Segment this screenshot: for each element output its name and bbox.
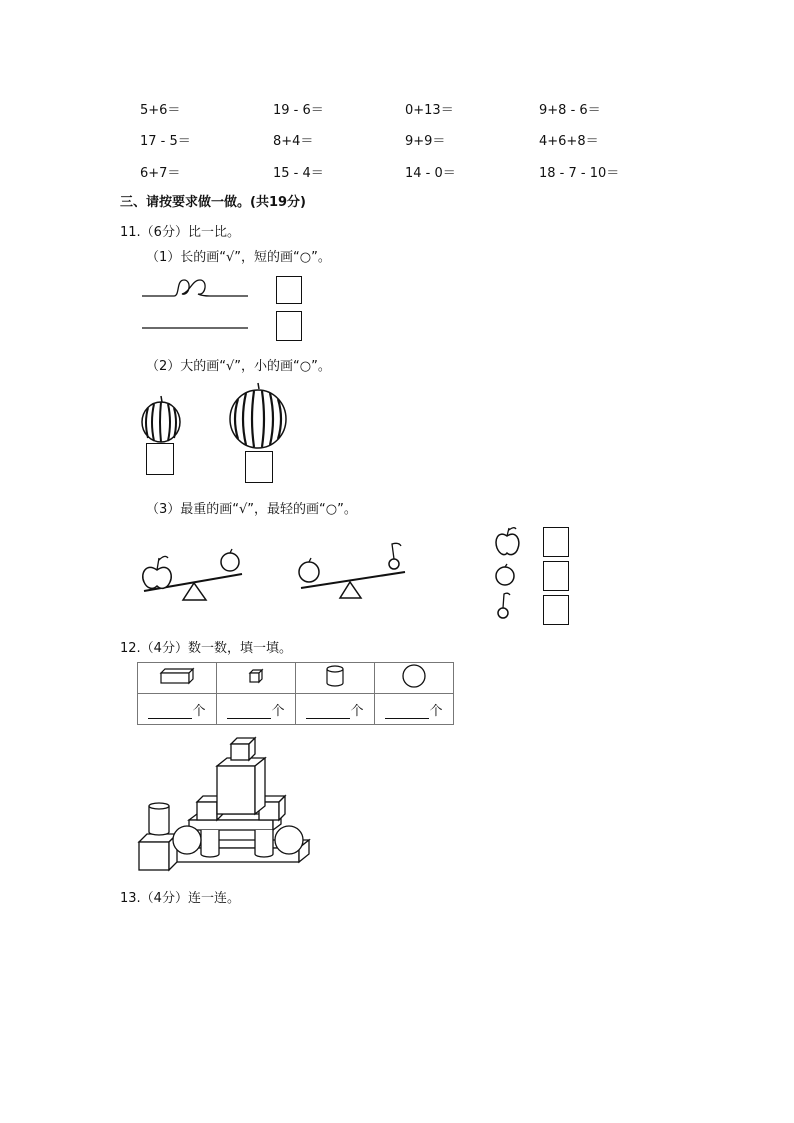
block-building-figure [135, 736, 313, 874]
orange-icon [494, 564, 518, 588]
long-line-with-loops [142, 280, 248, 296]
section-title: 三、请按要求做一做。(共19分) [120, 195, 306, 210]
shape-cell [217, 663, 296, 694]
q11-sub1: （1）长的画“√”，短的画“○”。 [146, 250, 331, 265]
fulcrum-icon [183, 583, 206, 600]
equation: 14 - 0＝ [405, 166, 456, 181]
count-blank[interactable] [148, 704, 192, 719]
equation: 6+7＝ [140, 166, 181, 181]
question-13-title: 13.（4分）连一连。 [120, 891, 240, 906]
count-blank[interactable] [227, 704, 271, 719]
cuboid-icon [159, 667, 195, 685]
small-watermelon-icon [140, 396, 182, 444]
equation: 9+8 - 6＝ [539, 103, 601, 118]
cylinder-icon [325, 665, 345, 687]
answer-box[interactable] [245, 451, 273, 483]
fulcrum-icon [340, 582, 361, 598]
shape-cell [296, 663, 375, 694]
count-cell [296, 694, 375, 725]
apple-icon [494, 526, 522, 558]
shape-count-table [137, 662, 454, 725]
count-blank[interactable] [306, 704, 350, 719]
large-watermelon-icon [228, 383, 288, 449]
equation: 17 - 5＝ [140, 134, 191, 149]
answer-box[interactable] [276, 276, 302, 304]
cherry-icon [389, 543, 401, 569]
seesaw-apple-orange [138, 548, 248, 604]
equation: 19 - 6＝ [273, 103, 324, 118]
answer-box[interactable] [276, 311, 302, 341]
seesaw-orange-cherry [295, 540, 410, 602]
answer-box[interactable] [543, 595, 569, 625]
answer-box[interactable] [543, 561, 569, 591]
answer-box[interactable] [543, 527, 569, 557]
count-cell [138, 694, 217, 725]
equation: 5+6＝ [140, 103, 181, 118]
orange-icon [221, 549, 239, 571]
cube-icon [248, 668, 264, 684]
q11-sub2: （2）大的画“√”，小的画“○”。 [146, 359, 331, 374]
equation: 9+9＝ [405, 134, 446, 149]
shape-cell [375, 663, 454, 694]
equation: 18 - 7 - 10＝ [539, 166, 620, 181]
answer-box[interactable] [146, 443, 174, 475]
cherry-icon [496, 592, 516, 620]
table-row [138, 663, 454, 694]
equation: 4+6+8＝ [539, 134, 599, 149]
unit-label: 个 [271, 703, 285, 719]
count-blank[interactable] [385, 704, 429, 719]
q11-sub3: （3）最重的画“√”，最轻的画“○”。 [146, 502, 357, 517]
equation: 8+4＝ [273, 134, 314, 149]
table-row [138, 694, 454, 725]
question-11-title: 11.（6分）比一比。 [120, 225, 240, 240]
orange-icon [299, 558, 319, 582]
equation: 15 - 4＝ [273, 166, 324, 181]
apple-icon [143, 556, 171, 588]
unit-label: 个 [192, 703, 206, 719]
shape-cell [138, 663, 217, 694]
question-12-title: 12.（4分）数一数，填一填。 [120, 641, 292, 656]
sphere-icon [401, 663, 427, 689]
count-cell [217, 694, 296, 725]
unit-label: 个 [350, 703, 364, 719]
count-cell [375, 694, 454, 725]
equation: 0+13＝ [405, 103, 454, 118]
comparison-lines [140, 276, 252, 336]
unit-label: 个 [429, 703, 443, 719]
